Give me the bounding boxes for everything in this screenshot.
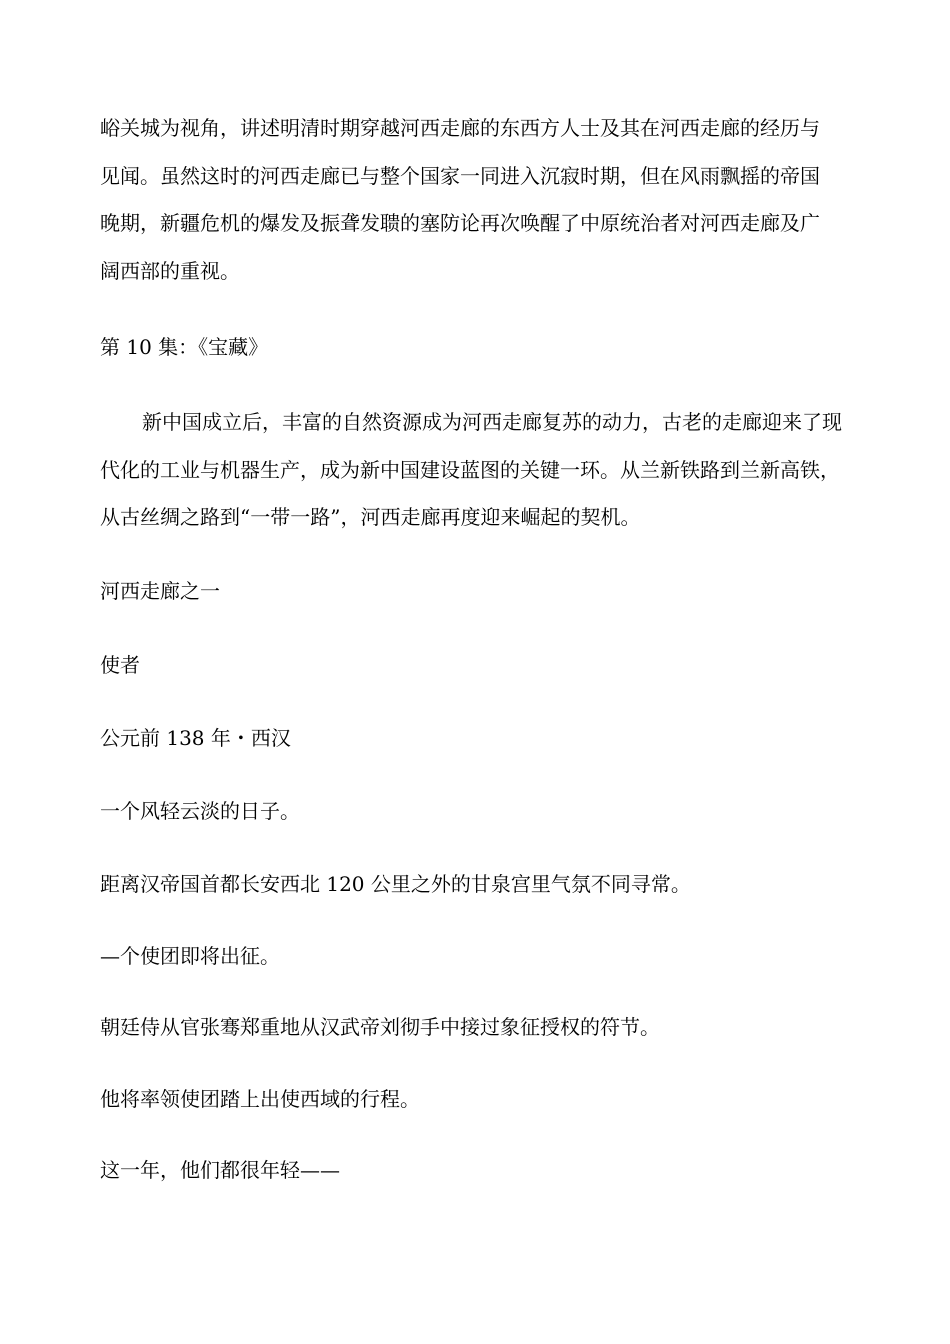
paragraph-1-line-2: 见闻。虽然这时的河西走廊已与整个国家一同进入沉寂时期，但在风雨飘摇的帝国 [100,164,820,188]
paragraph-1-line-4: 阔西部的重视。 [100,259,240,283]
body-line-4: 朝廷侍从官张骞郑重地从汉武帝刘彻手中接过象征授权的符节。 [100,1015,660,1039]
section-title: 河西走廊之一 [100,579,220,603]
body-line-6: 这一年，他们都很年轻—— [100,1158,340,1182]
paragraph-2-line-3: 从古丝绸之路到“一带一路”，河西走廊再度迎来崛起的契机。 [100,505,641,529]
paragraph-1-line-1: 峪关城为视角，讲述明清时期穿越河西走廊的东西方人士及其在河西走廊的经历与 [100,116,820,140]
chapter-title: 使者 [100,653,140,677]
body-line-2: 距离汉帝国首都长安西北 120 公里之外的甘泉宫里气氛不同寻常。 [100,872,691,896]
episode-heading: 第 10 集：《宝藏》 [100,335,269,359]
paragraph-2-line-1: 新中国成立后，丰富的自然资源成为河西走廊复苏的动力，古老的走廊迎来了现 [142,410,842,434]
body-line-1: 一个风轻云淡的日子。 [100,799,300,823]
body-line-5: 他将率领使团踏上出使西域的行程。 [100,1087,420,1111]
paragraph-1-line-3: 晚期，新疆危机的爆发及振聋发聩的塞防论再次唤醒了中原统治者对河西走廊及广 [100,211,820,235]
era-line: 公元前 138 年・西汉 [100,726,291,750]
body-line-3: —个使团即将出征。 [100,944,280,968]
paragraph-2-line-2: 代化的工业与机器生产，成为新中国建设蓝图的关键一环。从兰新铁路到兰新高铁， [100,458,840,482]
